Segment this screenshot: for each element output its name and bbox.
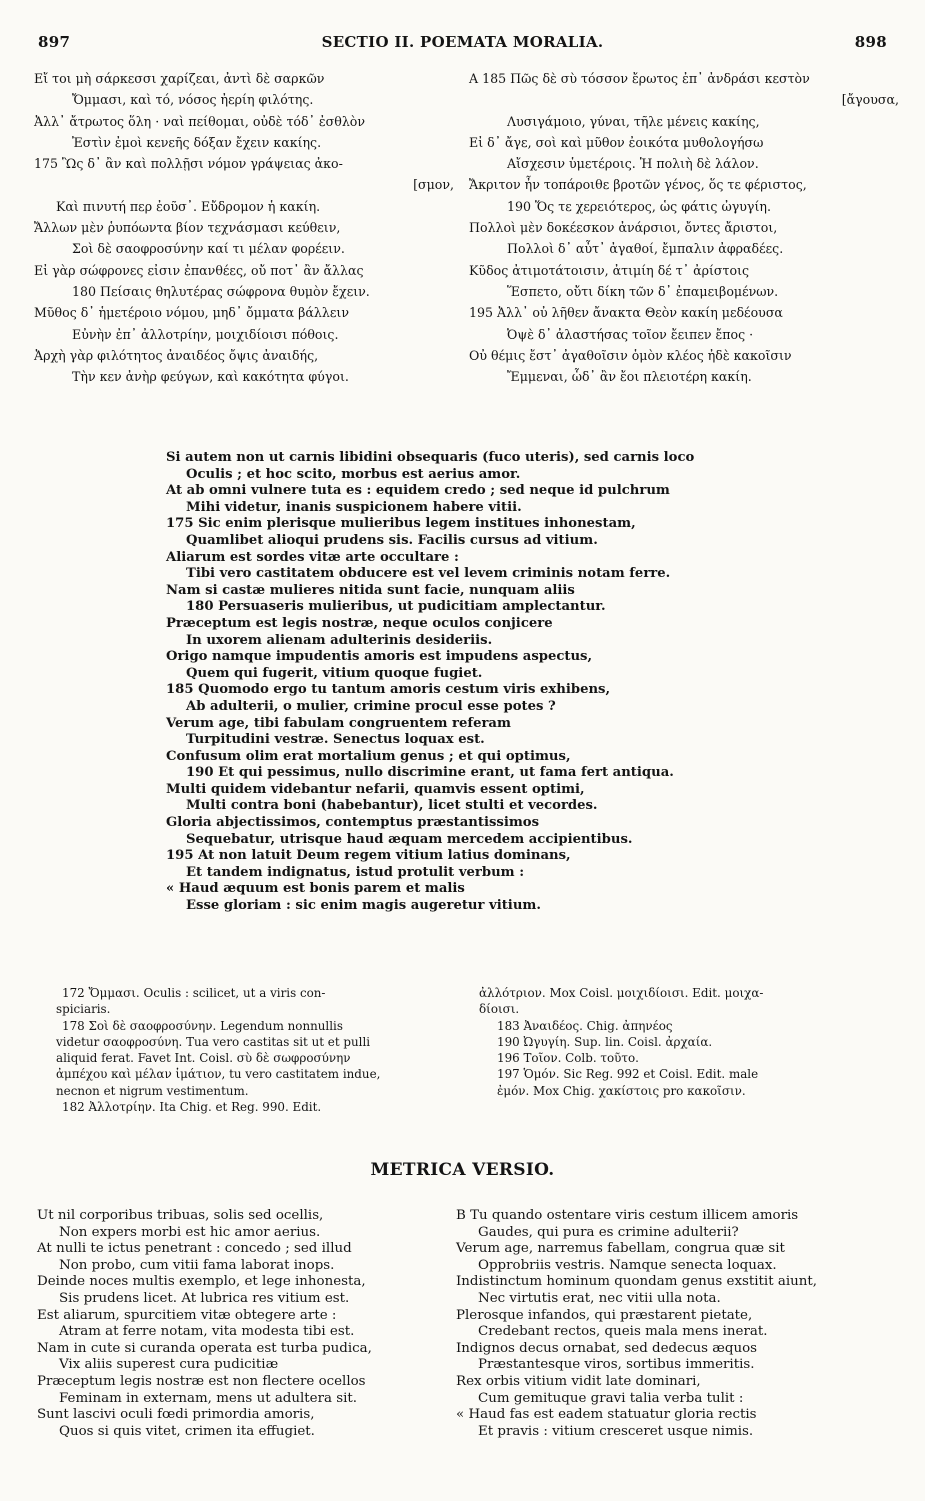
footnote: [56, 1099, 454, 1115]
metrica-verse-line: Præceptum legis nostræ est non flectere ocellos: [37, 1373, 366, 1389]
latin-verse-line: Nam si castæ mulieres nitida sunt facie, nunquam aliis: [166, 582, 575, 598]
latin-verse-line: Multi quidem videbantur nefarii, quamvis essent optimi,: [166, 781, 585, 797]
footnote-line: videtur σαοφροσύνη. Tua vero castitas sit ut et pulli: [56, 1034, 371, 1049]
latin-verse-line: Origo namque impudentis amoris est impudens aspectus,: [166, 649, 593, 665]
greek-verse-line: Πολλοὶ μὲν δοκέεσκον ἀνάρσιοι, ὄντες ἄριστοι,: [469, 220, 778, 236]
latin-verse-line: Si autem non ut carnis libidini obsequaris (fuco uteris), sed carnis loco: [166, 450, 695, 465]
latin-verse-line: In uxorem alienam adulterinis desideriis.: [186, 632, 493, 648]
greek-verse-line: Κῦδος ἀτιμοτάτοισιν, ἀτιμίη δέ τ᾽ ἀρίστοις: [469, 262, 750, 278]
footnote-line: ἐμόν. Mox Chig. χακίστοις pro κακοῖσιν.: [497, 1083, 746, 1098]
greek-verse-line: Εἴ τοι μὴ σάρκεσσι χαρίζεαι, ἀντὶ δὲ σαρκῶν: [34, 71, 325, 86]
latin-verse-line: Aliarum est sordes vitæ arte occultare :: [166, 549, 459, 565]
metrica-verse-line: Nec virtutis erat, nec vitii ulla nota.: [478, 1290, 721, 1306]
metrica-verse-line: Et pravis : vitium cresceret usque nimis.: [478, 1423, 754, 1439]
metrica-versio-left: [37, 1208, 457, 1440]
footnote-line: ἀμπέχου καὶ μέλαν ἱμάτιον, tu vero castitatem indue,: [56, 1067, 381, 1082]
metrica-verse-line: Sunt lascivi oculi fœdi primordia amoris,: [37, 1407, 315, 1423]
greek-verse-line: [σμον,: [413, 177, 454, 193]
latin-verse-line: 185 Quomodo ergo tu tantum amoris cestum viris exhibens,: [166, 682, 611, 698]
greek-verse-line: Ἀλλ᾽ ἄτρωτος ὅλη · ναὶ πείθομαι, οὐδὲ τόδ᾽ ἐσθλὸν: [34, 113, 366, 129]
latin-verse-line: Tibi vero castitatem obducere est vel levem criminis notam ferre.: [186, 566, 671, 582]
page-header: [38, 33, 887, 57]
metrica-verse-line: Præstantesque viros, sortibus immeritis.: [478, 1357, 755, 1373]
metrica-verse-line: Plerosque infandos, qui præstarent pietate,: [456, 1307, 753, 1323]
metrica-verse-line: At nulli te ictus penetrant : concedo ; sed illud: [37, 1241, 352, 1257]
latin-verse-line: 180 Persuaseris mulieribus, ut pudicitiam amplectantur.: [186, 599, 606, 615]
footnote: [56, 985, 454, 1018]
greek-verse-line: Ὄμμασι, καὶ τό, νόσος ἠερίη φιλότης.: [72, 92, 314, 108]
greek-verse-line: Πολλοὶ δ᾽ αὖτ᾽ ἀγαθοί, ἔμπαλιν ἀφραδέες.: [507, 241, 784, 257]
footnote-line: 190 Ὠγυγίη. Sup. lin. Coisl. ἀρχαία.: [497, 1034, 713, 1049]
latin-verse-line: Gloria abjectissimos, contemptus præstantissimos: [166, 815, 540, 831]
greek-verse-line: A 185 Πῶς δὲ σὺ τόσσον ἔρωτος ἐπ᾽ ἀνδράσι κεστὸν: [469, 71, 810, 86]
greek-verse-line: 180 Πείσαις θηλυτέρας σώφρονα θυμὸν ἔχειν.: [72, 283, 370, 299]
metrica-verse-line: Non expers morbi est hic amor aerius.: [59, 1224, 321, 1240]
metrica-verse-line: Feminam in externam, mens ut adultera sit.: [59, 1390, 358, 1406]
metrica-verse-line: B Tu quando ostentare viris cestum illicem amoris: [456, 1208, 799, 1223]
latin-verse-line: Verum age, tibi fabulam congruentem referam: [166, 715, 511, 731]
metrica-verse-line: Est aliarum, spurcitiem vitæ obtegere arte :: [37, 1307, 337, 1323]
greek-verse-line: Ἀρχὴ γὰρ φιλότητος ἀναιδέος ὄψις ἀναιδής,: [34, 347, 319, 363]
metrica-verse-line: Quos si quis vitet, crimen ita effugiet.: [59, 1423, 315, 1439]
footnote: [56, 1018, 454, 1099]
metrica-verse-line: Nam in cute si curanda operata est turba pudica,: [37, 1340, 372, 1356]
metrica-verse-line: Indignos decus ornabat, sed dedecus æquos: [456, 1340, 758, 1356]
latin-translation: [166, 450, 886, 915]
metrica-verse-line: Vix aliis superest cura pudicitiæ: [59, 1357, 279, 1373]
latin-verse-line: Præceptum est legis nostræ, neque oculos conjicere: [166, 615, 553, 631]
metrica-verse-line: Rex orbis vitium vidit late dominari,: [456, 1373, 701, 1389]
greek-verse-line: Ἄκριτον ἦν τοπάροιθε βροτῶν γένος, ὅς τε φέριστος,: [469, 177, 807, 193]
metrica-verse-line: Non probo, cum vitii fama laborat inops.: [59, 1257, 335, 1273]
greek-verse-line: Αἴσχεσιν ὑμετέροις. Ἡ πολιὴ δὲ λάλον.: [507, 156, 759, 172]
latin-verse-line: Sequebatur, utrisque haud æquam mercedem accipientibus.: [186, 831, 633, 847]
metrica-verse-line: Gaudes, qui pura es crimine adulterii?: [478, 1224, 739, 1240]
greek-verse-line: [ἄγουσα,: [841, 92, 899, 108]
notes-left: [56, 985, 454, 1115]
greek-verse-line: Ἕσπετο, οὔτι δίκη τῶν δ᾽ ἐπαμειβομένων.: [507, 283, 779, 299]
metrica-verse-line: Atram at ferre notam, vita modesta tibi est.: [59, 1324, 355, 1340]
section-title: METRICA VERSIO.: [370, 1160, 555, 1180]
greek-verse-line: Εὐνὴν ἐπ᾽ ἀλλοτρίην, μοιχιδίοισι πόθοις.: [72, 326, 339, 342]
footnote-line: 172 Ὄμμασι. Oculis : scilicet, ut a viris con-: [62, 986, 326, 1000]
footnote-line: 196 Τοῖον. Colb. τοῦτο.: [497, 1051, 639, 1066]
footnote-line: aliquid ferat. Favet Int. Coisl. σὺ δὲ σωφροσύνην: [56, 1051, 351, 1066]
footnote-line: δίοισι.: [479, 1002, 520, 1017]
greek-verse-line: Ἔμμεναι, ὧδ᾽ ἂν ἔοι πλειοτέρη κακίη.: [507, 369, 752, 385]
latin-verse-line: Mihi videtur, inanis suspicionem habere vitii.: [186, 499, 522, 515]
metrica-versio-right: [456, 1208, 896, 1440]
greek-verse-line: Ἐστὶν ἐμοὶ κενεῆς δόξαν ἔχειν κακίης.: [72, 134, 322, 150]
greek-verse-line: 175 Ὣς δ᾽ ἂν καὶ πολλῇσι νόμον γράψειας ἀκο-: [34, 156, 343, 172]
footnote-line: ἀλλότριον. Mox Coisl. μοιχιδίοισι. Edit. μοιχα-: [479, 986, 764, 1000]
greek-verse-line: 195 Ἀλλ᾽ οὐ λῆθεν ἄνακτα Θεὸν κακίη μεδέουσα: [469, 305, 783, 321]
latin-verse-line: Multi contra boni (habebantur), licet stulti et vecordes.: [186, 798, 598, 814]
latin-verse-line: Oculis ; et hoc scito, morbus est aerius amor.: [186, 466, 521, 482]
greek-verse-line: Ὀψὲ δ᾽ ἀλαστήσας τοῖον ἔειπεν ἔπος ·: [507, 326, 754, 342]
greek-verse-line: Ἄλλων μὲν ῥυπόωντα βίον τεχνάσμασι κεύθειν,: [34, 220, 341, 236]
latin-verse-line: Quem qui fugerit, vitium quoque fugiet.: [186, 665, 483, 681]
latin-verse-line: 195 At non latuit Deum regem vitium latius dominans,: [166, 848, 571, 864]
footnote-line: spiciaris.: [56, 1002, 111, 1017]
latin-verse-line: Ab adulterii, o mulier, crimine procul esse potes ?: [186, 698, 556, 714]
footnote-line: 182 Ἀλλοτρίην. Ita Chig. et Reg. 990. Edit.: [62, 1100, 322, 1115]
metrica-verse-line: Deinde noces multis exemplo, et lege inhonesta,: [37, 1274, 366, 1290]
greek-text-right: [469, 68, 899, 387]
latin-verse-line: « Haud æquum est bonis parem et malis: [166, 881, 465, 897]
greek-verse-line: Τὴν κεν ἀνὴρ φεύγων, καὶ κακότητα φύγοι.: [72, 369, 349, 385]
metrica-verse-line: Cum gemituque gravi talia verba tulit :: [478, 1390, 744, 1406]
greek-text-left: [34, 68, 454, 387]
latin-verse-line: 175 Sic enim plerisque mulieribus legem institues inhonestam,: [166, 516, 636, 532]
latin-verse-line: Quamlibet alioqui prudens sis. Facilis cursus ad vitium.: [186, 532, 598, 548]
greek-verse-line: Εἰ γὰρ σώφρονες εἰσιν ἐπανθέες, οὔ ποτ᾽ ἂν ἄλλας: [34, 262, 364, 278]
metrica-verse-line: « Haud fas est eadem statuatur gloria rectis: [456, 1407, 757, 1423]
latin-verse-line: 190 Et qui pessimus, nullo discrimine erant, ut fama fert antiqua.: [186, 765, 674, 781]
greek-verse-line: Σοὶ δὲ σαοφροσύνην καί τι μέλαν φορέειν.: [72, 241, 345, 257]
metrica-verse-line: Verum age, narremus fabellam, congrua quæ sit: [456, 1241, 785, 1257]
metrica-verse-line: Ut nil corporibus tribuas, solis sed ocellis,: [37, 1208, 324, 1223]
latin-verse-line: Confusum olim erat mortalium genus ; et qui optimus,: [166, 748, 571, 764]
greek-verse-line: 190 Ὅς τε χερειότερος, ὡς φάτις ὠγυγίη.: [507, 198, 771, 214]
running-title: SECTIO II. POEMATA MORALIA.: [321, 33, 604, 51]
metrica-verse-line: Sis prudens licet. At lubrica res vitium est.: [59, 1290, 350, 1306]
footnote-line: 183 Ἀναιδέος. Chig. ἀπηνέος: [497, 1018, 673, 1033]
greek-verse-line: Οὐ θέμις ἔστ᾽ ἀγαθοῖσιν ὁμὸν κλέος ἠδὲ κακοῖσιν: [469, 347, 792, 363]
footnote-line: 197 Ὁμόν. Sic Reg. 992 et Coisl. Edit. male: [497, 1067, 759, 1082]
latin-verse-line: At ab omni vulnere tuta es : equidem credo ; sed neque id pulchrum: [166, 483, 670, 499]
metrica-verse-line: Indistinctum hominum quondam genus exstitit aiunt,: [456, 1274, 817, 1290]
page-number-left: 897: [38, 33, 71, 51]
metrica-verse-line: Opprobriis vestris. Namque senecta loquax.: [478, 1257, 777, 1273]
page-number-right: 898: [854, 33, 887, 51]
latin-verse-line: Turpitudini vestræ. Senectus loquax est.: [186, 732, 485, 748]
metrica-verse-line: Credebant rectos, queis mala mens inerat.: [478, 1324, 768, 1340]
greek-verse-line: Εἰ δ᾽ ἄγε, σοὶ καὶ μῦθον ἐοικότα μυθολογήσω: [469, 134, 764, 150]
greek-verse-line: Μῦθος δ᾽ ἡμετέροιο νόμου, μηδ᾽ ὄμματα βάλλειν: [34, 305, 349, 321]
footnote-line: 178 Σοὶ δὲ σαοφροσύνην. Legendum nonnullis: [62, 1018, 343, 1033]
greek-verse-line: Λυσιγάμοιο, γύναι, τῆλε μένεις κακίης,: [507, 113, 760, 129]
latin-verse-line: Esse gloriam : sic enim magis augeretur vitium.: [186, 898, 541, 914]
latin-verse-line: Et tandem indignatus, istud protulit verbum :: [186, 864, 525, 880]
footnote-line: necnon et nigrum vestimentum.: [56, 1083, 249, 1098]
greek-verse-line: Καὶ πινυτή περ ἐοῦσ᾽. Εὔδρομον ἡ κακίη.: [56, 198, 321, 214]
notes-right: [479, 985, 899, 1099]
